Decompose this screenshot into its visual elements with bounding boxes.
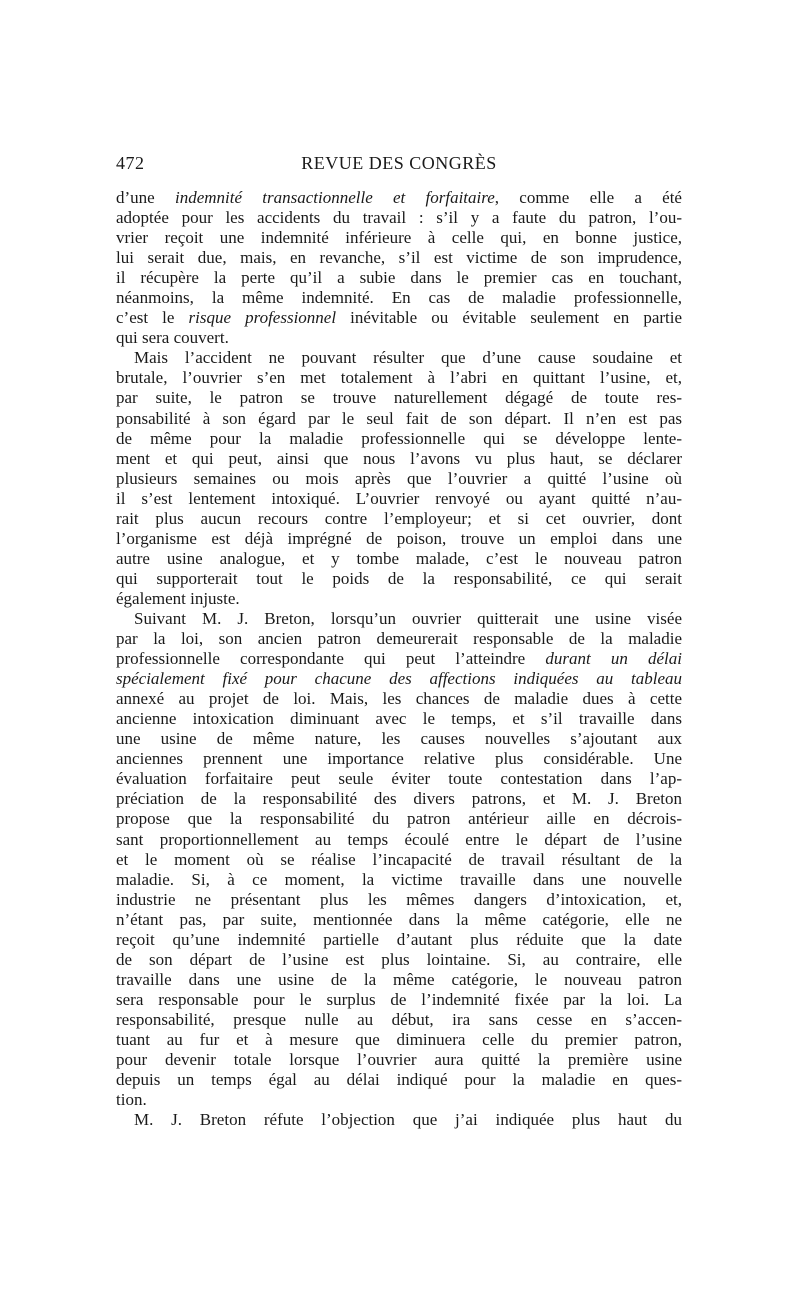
text-line <box>116 830 682 850</box>
text-run: anciennes prennent une importance relative plus considérable. Une <box>116 749 682 769</box>
text-line <box>116 850 682 870</box>
text-line <box>116 870 682 890</box>
text-line <box>116 409 682 429</box>
text-line <box>116 589 682 609</box>
text-line <box>116 549 682 569</box>
text-run: tuant au fur et à mesure que diminuera celle du premier patron, <box>116 1029 682 1049</box>
text-run: préciation de la responsabilité des divers patrons, et M. J. Breton <box>116 789 682 809</box>
running-title: REVUE DES CONGRÈS <box>301 153 497 173</box>
text-line <box>116 629 682 649</box>
text-line <box>116 609 682 629</box>
text-run: c’est le <box>116 308 189 328</box>
text-line <box>116 469 682 489</box>
text-line <box>116 910 682 930</box>
text-run: pour devenir totale lorsque l’ouvrier aura quitté la première usine <box>116 1050 682 1070</box>
text-line <box>116 649 682 669</box>
text-line <box>116 970 682 990</box>
text-run: maladie. Si, à ce moment, la victime travaille dans une nouvelle <box>116 869 682 889</box>
text-line <box>116 1030 682 1050</box>
text-line <box>116 489 682 509</box>
text-line <box>116 449 682 469</box>
italic-run: spécialement fixé pour chacune des affections indiquées au tableau <box>116 669 682 689</box>
text-line <box>116 529 682 549</box>
italic-run: indemnité transactionnelle et forfaitaire <box>174 188 495 207</box>
text-line <box>116 368 682 388</box>
text-line <box>116 930 682 950</box>
text-run: qui sera couvert. <box>116 328 229 348</box>
text-line <box>116 308 682 328</box>
text-run: depuis un temps égal au délai indiqué pour la maladie en ques- <box>116 1070 682 1090</box>
text-run: vrier reçoit une indemnité inférieure à celle qui, en bonne justice, <box>116 228 682 248</box>
text-run: évaluation forfaitaire peut seule éviter toute contestation dans l’ap- <box>116 769 682 789</box>
page-header <box>116 153 682 175</box>
text-line <box>116 789 682 809</box>
text-line <box>116 1050 682 1070</box>
text-line <box>116 729 682 749</box>
text-line <box>116 388 682 408</box>
text-run: également injuste. <box>116 588 240 608</box>
text-line <box>116 268 682 288</box>
text-run: de son départ de l’usine est plus lointaine. Si, au contraire, elle <box>116 949 682 969</box>
text-run: Mais l’accident ne pouvant résulter que d’une cause soudaine et <box>134 348 682 368</box>
text-run: il récupère la perte qu’il a subie dans le premier cas en touchant, <box>116 268 682 288</box>
text-run: Suivant M. J. Breton, lorsqu’un ouvrier quitterait une usine visée <box>134 608 682 628</box>
text-line <box>116 429 682 449</box>
text-run: reçoit qu’une indemnité partielle d’autant plus réduite que la date <box>116 929 682 949</box>
text-run: , comme elle a été <box>494 188 682 207</box>
text-line <box>116 228 682 248</box>
text-line <box>116 1090 682 1110</box>
text-run: brutale, l’ouvrier s’en met totalement à l’abri en quittant l’usine, et, <box>116 368 682 388</box>
text-line <box>116 950 682 970</box>
page-number: 472 <box>116 153 145 173</box>
text-run: inévitable ou évitable seulement en partie <box>336 308 682 328</box>
text-run: ment et qui peut, ainsi que nous l’avons vu plus haut, se déclarer <box>116 448 682 468</box>
text-run: d’une <box>116 188 175 207</box>
text-line <box>116 1110 682 1130</box>
text-line <box>116 709 682 729</box>
text-line <box>116 569 682 589</box>
text-line <box>116 509 682 529</box>
text-run: rait plus aucun recours contre l’employeur; et si cet ouvrier, dont <box>116 508 682 528</box>
text-run: propose que la responsabilité du patron antérieur aille en décrois- <box>116 809 682 829</box>
text-run: l’organisme est déjà imprégné de poison, trouve un emploi dans une <box>116 528 682 548</box>
text-line <box>116 990 682 1010</box>
text-line <box>116 288 682 308</box>
text-run: n’étant pas, par suite, mentionnée dans la même catégorie, elle ne <box>116 909 682 929</box>
text-line <box>116 348 682 368</box>
text-run: lui serait due, mais, en revanche, s’il est victime de son imprudence, <box>116 248 682 268</box>
italic-run: risque professionnel <box>188 308 337 328</box>
text-line <box>116 669 682 689</box>
text-line <box>116 208 682 228</box>
text-run: ancienne intoxication diminuant avec le temps, et s’il travaille dans <box>116 709 682 729</box>
text-run: tion. <box>116 1090 147 1110</box>
body-text <box>116 188 682 1130</box>
text-run: par suite, le patron se trouve naturellement dégagé de toute res- <box>116 388 682 408</box>
text-run: professionnelle correspondante qui peut l’atteindre <box>116 649 546 669</box>
text-line <box>116 809 682 829</box>
text-line <box>116 749 682 769</box>
text-run: sant proportionnellement au temps écoulé entre le départ de l’usine <box>116 829 682 849</box>
text-line <box>116 890 682 910</box>
text-run: M. J. Breton réfute l’objection que j’ai indiquée plus haut du <box>134 1110 682 1130</box>
text-run: par la loi, son ancien patron demeurerait responsable de la maladie <box>116 629 682 649</box>
text-run: une usine de même nature, les causes nouvelles s’ajoutant aux <box>116 729 682 749</box>
text-line <box>116 769 682 789</box>
text-run: ponsabilité à son égard par le seul fait de son départ. Il n’en est pas <box>116 408 682 428</box>
text-run: néanmoins, la même indemnité. En cas de maladie professionnelle, <box>116 288 682 308</box>
text-run: sera responsable pour le surplus de l’indemnité fixée par la loi. La <box>116 989 682 1009</box>
text-line <box>116 1010 682 1030</box>
text-line <box>116 248 682 268</box>
text-run: travaille dans une usine de la même catégorie, le nouveau patron <box>116 969 682 989</box>
text-run: de même pour la maladie professionnelle qui se développe lente- <box>116 428 682 448</box>
text-run: qui supporterait tout le poids de la responsabilité, ce qui serait <box>116 568 682 588</box>
text-run: industrie ne présentant plus les mêmes dangers d’intoxication, et, <box>116 889 682 909</box>
text-line <box>116 188 682 208</box>
text-run: il s’est lentement intoxiqué. L’ouvrier renvoyé ou ayant quitté n’au- <box>116 488 682 508</box>
text-line <box>116 328 682 348</box>
text-run: autre usine analogue, et y tombe malade, c’est le nouveau patron <box>116 548 682 568</box>
text-line <box>116 689 682 709</box>
text-run: responsabilité, presque nulle au début, ira sans cesse en s’accen- <box>116 1009 682 1029</box>
italic-run: durant un délai <box>545 649 682 669</box>
text-run: plusieurs semaines ou mois après que l’ouvrier a quitté l’usine où <box>116 468 682 488</box>
text-line <box>116 1070 682 1090</box>
text-run: adoptée pour les accidents du travail : s’il y a faute du patron, l’ou- <box>116 208 682 228</box>
text-run: et le moment où se réalise l’incapacité de travail résultant de la <box>116 849 682 869</box>
text-run: annexé au projet de loi. Mais, les chances de maladie dues à cette <box>116 689 682 709</box>
